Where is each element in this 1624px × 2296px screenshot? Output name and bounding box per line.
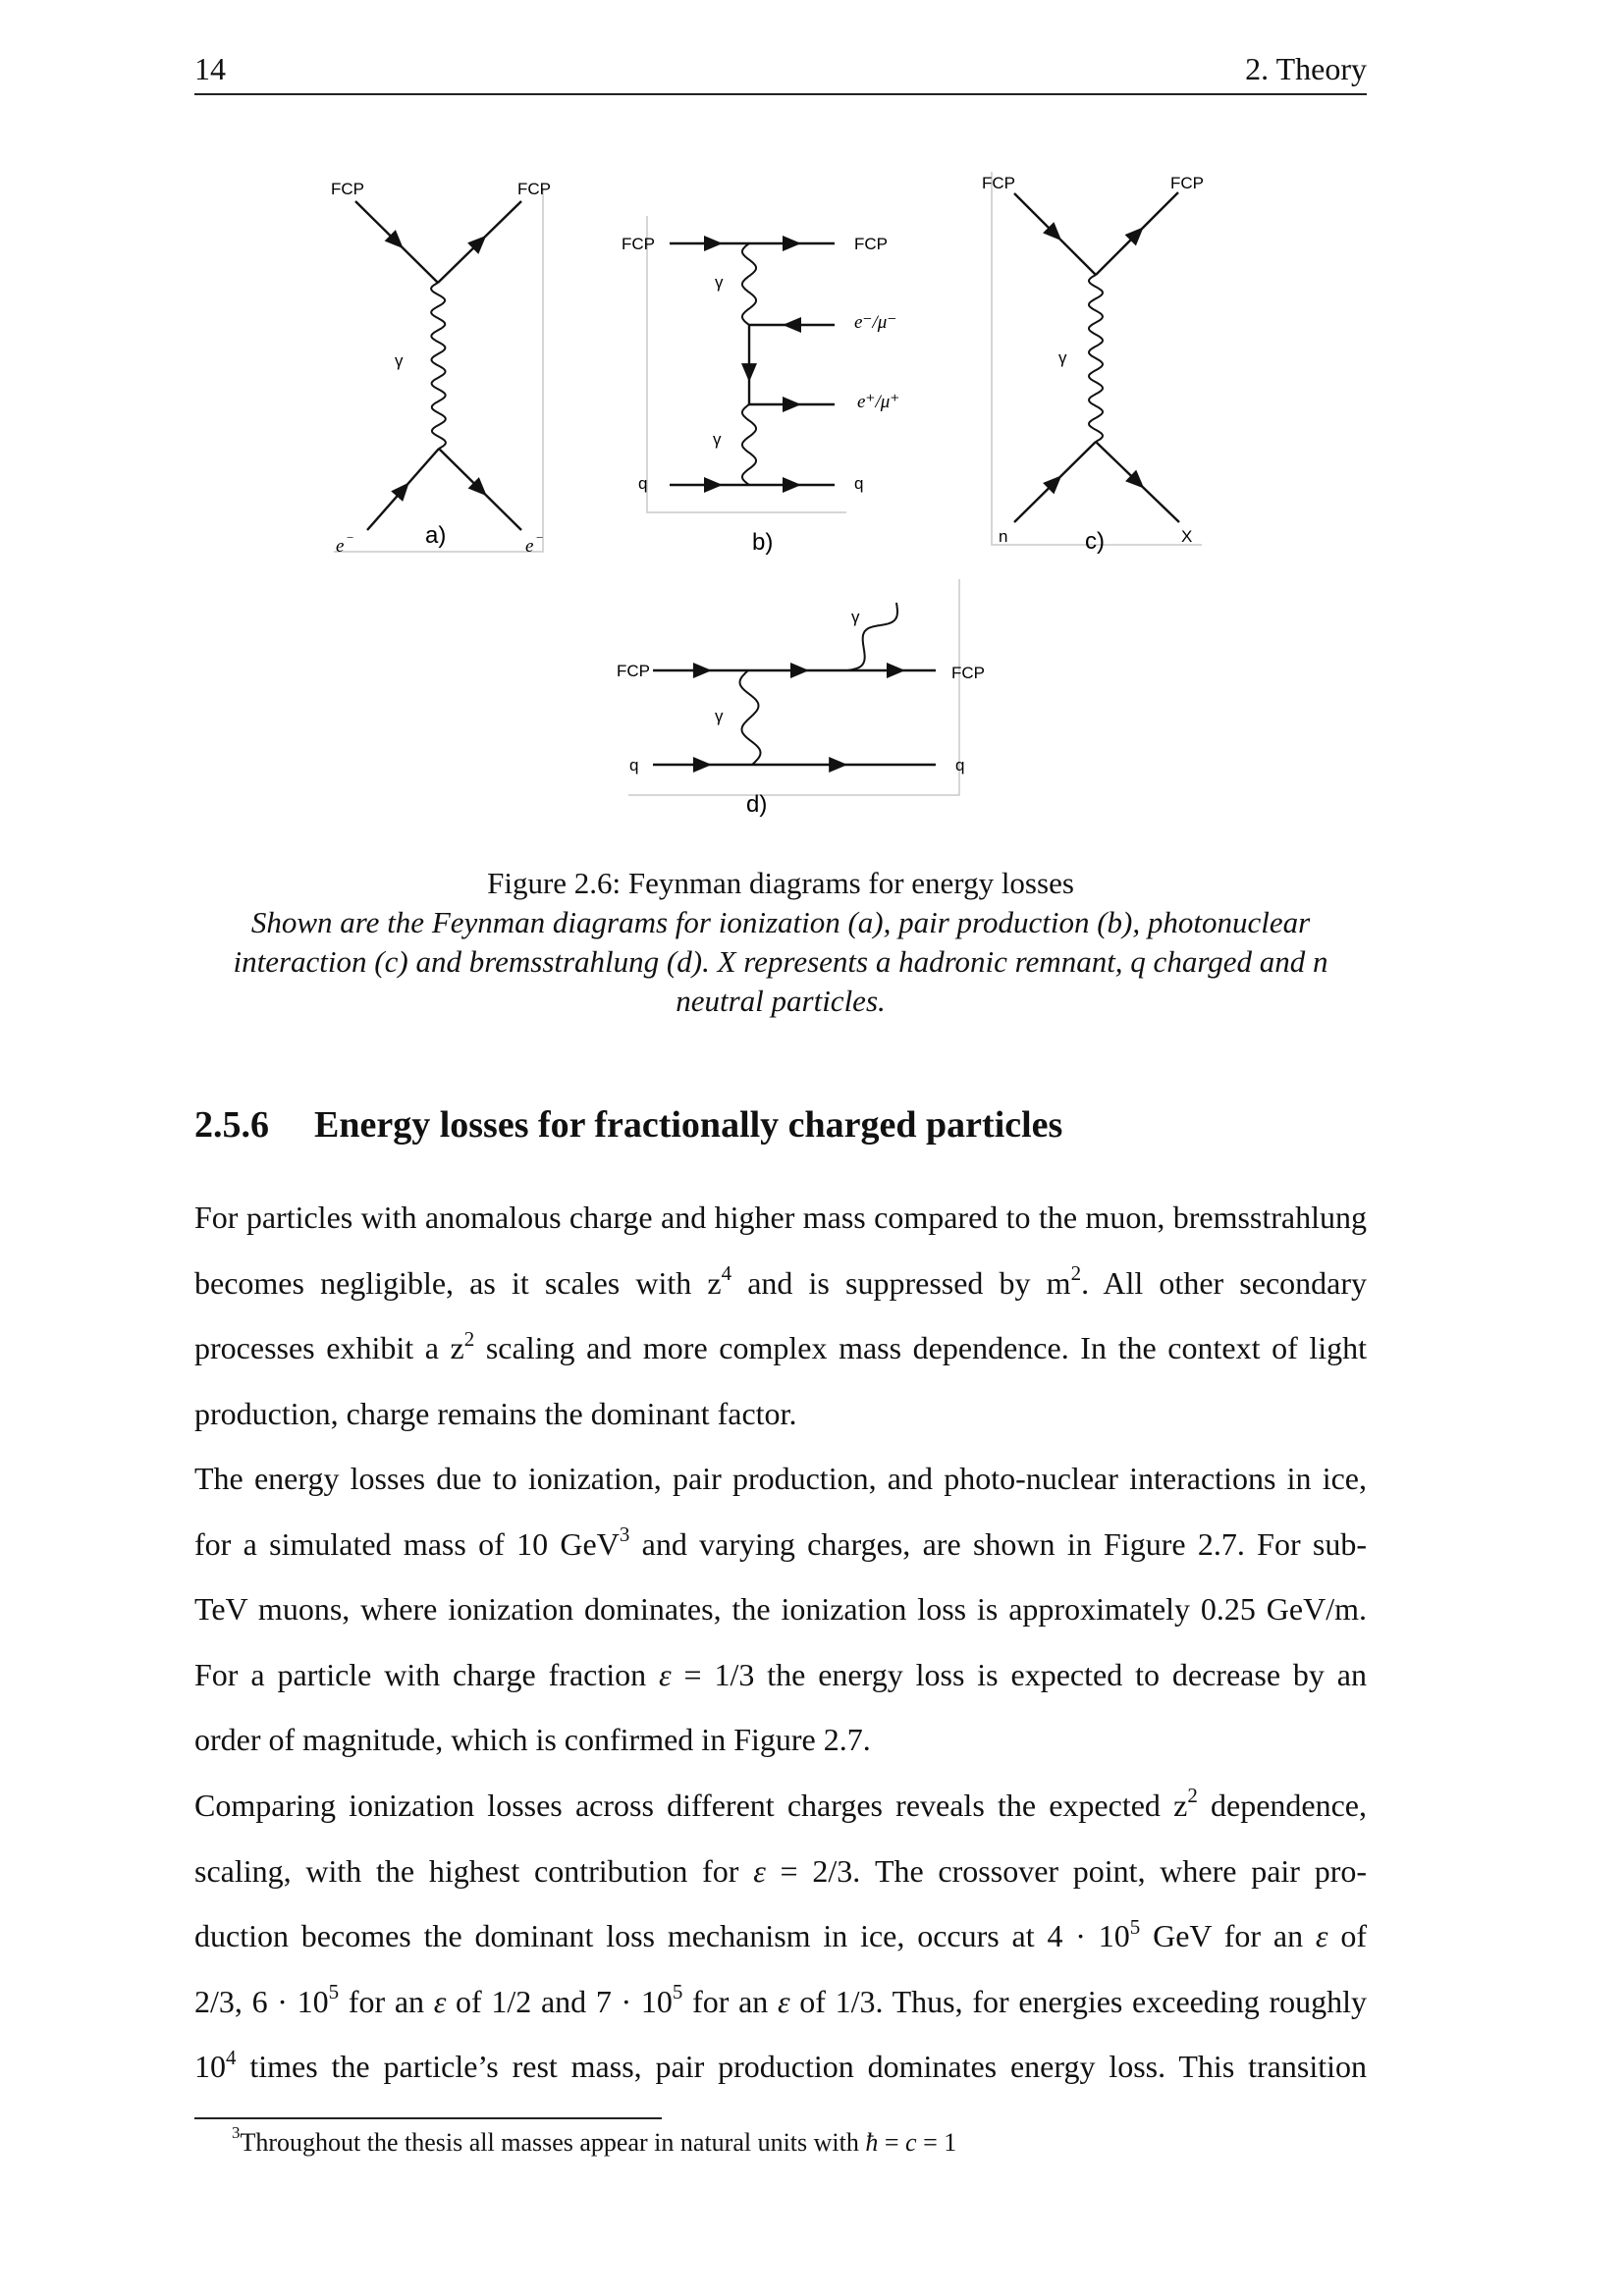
feynman-figure	[0, 0, 1624, 864]
text-run: for a simulated mass of 10 GeV	[194, 1525, 620, 1562]
paragraph-3-line	[194, 2047, 1367, 2086]
text-run: becomes negligible, as it scales with z	[194, 1264, 722, 1301]
label-q-in: q	[629, 756, 639, 774]
label-gamma-upper: γ	[715, 273, 724, 292]
text-run: for an	[682, 1983, 778, 2019]
paragraph-2-line	[194, 1524, 1367, 1564]
text-run: For a particle with charge fraction	[194, 1656, 660, 1692]
label-fcp-in: FCP	[331, 180, 364, 198]
panel-label-a: a)	[425, 522, 447, 549]
paragraph-3-line	[194, 1851, 1367, 1891]
text-run: duction becomes the dominant loss mechanism in ice, occurs at 4 · 10	[194, 1918, 1130, 1954]
label-fcp-in: FCP	[982, 174, 1015, 192]
label-gamma-emitted: γ	[851, 608, 860, 626]
label-fcp-in: FCP	[617, 662, 650, 680]
label-electron-in: e	[336, 536, 345, 557]
superscript: 5	[328, 1980, 340, 2004]
arrow-head	[783, 236, 801, 251]
section-title: Energy losses for fractionally charged particles	[314, 1104, 1063, 1146]
paragraph-3-line	[194, 1786, 1367, 1825]
label-q-in: q	[638, 474, 648, 493]
text-run: processes exhibit a z	[194, 1330, 464, 1366]
text-run: and is suppressed by m	[731, 1264, 1071, 1301]
label-fcp-in: FCP	[622, 235, 655, 253]
text-run: of	[1327, 1918, 1368, 1954]
math-symbol: ε	[433, 1983, 447, 2019]
math-symbol: ε	[659, 1656, 672, 1692]
paragraph-1-line	[194, 1260, 1368, 1303]
paragraph-1-line	[194, 1198, 1367, 1237]
arrow-head	[704, 236, 723, 251]
section-heading	[194, 1103, 1062, 1147]
arrow-head	[693, 757, 712, 773]
label-fcp-out: FCP	[854, 235, 888, 253]
text-run: dependence,	[1197, 1788, 1368, 1823]
label-gamma: γ	[395, 351, 404, 370]
label-fcp-out: FCP	[951, 664, 985, 682]
math-symbol: ε	[1315, 1918, 1328, 1954]
text-run: =	[878, 2128, 906, 2157]
math-symbol: ε	[777, 1983, 790, 2019]
running-header-chapter: 2. Theory	[1245, 51, 1367, 86]
text-run: = 1	[916, 2128, 957, 2157]
text-run: times the particle’s rest mass, pair production dominates energy loss. This transition	[236, 2049, 1367, 2085]
superscript: 5	[1129, 1914, 1141, 1939]
text-run: 2/3, 6 · 10	[194, 1983, 329, 2019]
footnote-text: Throughout the thesis all masses appear in natural units with	[240, 2128, 866, 2157]
photon-propagator	[431, 283, 446, 449]
text-run: production, charge remains the dominant factor.	[194, 1395, 797, 1431]
diagram-d-bremsstrahlung	[617, 579, 985, 818]
footnote	[232, 2123, 957, 2158]
text-run: Comparing ionization losses across different charges reveals the expected z	[194, 1788, 1188, 1823]
arrow-head	[704, 477, 723, 493]
text-run: = 2/3. The crossover point, where pair pro-	[765, 1852, 1368, 1889]
text-run: = 1/3 the energy loss is expected to decrease by an	[671, 1656, 1367, 1692]
arrow-head	[783, 317, 801, 333]
text-run: scaling, with the highest contribution for	[194, 1852, 754, 1889]
text-run: and varying charges, are shown in Figure 2.7. For sub-	[629, 1525, 1368, 1562]
panel-label-d: d)	[746, 791, 768, 818]
text-run: The energy losses due to ionization, pair production, and photo-nuclear interactions in ice,	[194, 1461, 1367, 1496]
arrow-head	[783, 397, 801, 412]
paragraph-3-line	[194, 1982, 1367, 2021]
paragraph-1-line	[194, 1328, 1367, 1367]
arrow-head	[693, 663, 712, 678]
label-fcp-out: FCP	[517, 180, 551, 198]
photon-propagator	[1089, 275, 1103, 442]
paragraph-3-line	[194, 1916, 1367, 1955]
panel-label-c: c)	[1085, 528, 1105, 555]
label-fcp-out: FCP	[1170, 174, 1204, 192]
arrow-head	[741, 363, 757, 382]
superscript: 5	[672, 1980, 683, 2004]
footnote-rule	[194, 2117, 662, 2119]
text-run: scaling and more complex mass dependence. In the context of light	[474, 1330, 1367, 1366]
figure-caption-title: Figure 2.6: Feynman diagrams for energy losses	[487, 866, 1074, 900]
text-run: of 1/3. Thus, for energies exceeding roughly	[789, 1983, 1368, 2019]
text-run: GeV for an	[1140, 1918, 1316, 1954]
diagram-c-photonuclear	[982, 172, 1204, 555]
arrow-head	[790, 663, 809, 678]
page-number: 14	[194, 51, 226, 86]
math-symbol: c	[905, 2128, 917, 2157]
text-run: for an	[339, 1983, 434, 2019]
text-run: 10	[194, 2049, 226, 2085]
paragraph-2-line	[194, 1589, 1367, 1629]
text-run: TeV muons, where ionization dominates, the ionization loss is approximately 0.25 GeV/m.	[194, 1591, 1367, 1628]
text-run: order of magnitude, which is confirmed in Figure 2.7.	[194, 1722, 871, 1758]
panel-frame	[334, 188, 543, 552]
label-lepton-minus: e⁻/μ⁻	[854, 312, 897, 333]
panel-label-b: b)	[752, 529, 774, 556]
superscript: 2	[1187, 1784, 1198, 1808]
paragraph-2-line	[194, 1655, 1367, 1694]
label-gamma-lower: γ	[713, 430, 722, 449]
photon-lower	[742, 404, 756, 485]
superscript: 2	[1070, 1260, 1082, 1285]
footnote-marker: 3	[232, 2123, 241, 2143]
text-run: For particles with anomalous charge and higher mass compared to the muon, bremsstrahlung	[194, 1200, 1367, 1235]
diagram-b-pair-production	[622, 216, 899, 556]
text-run: of 1/2 and 7 · 10	[446, 1983, 673, 2019]
math-symbol: ħ	[865, 2128, 879, 2157]
label-gamma: γ	[1058, 348, 1067, 367]
arrow-head	[783, 477, 801, 493]
superscript: 4	[226, 2045, 237, 2069]
label-q-out: q	[854, 474, 864, 493]
label-electron-in-charge: −	[347, 530, 354, 545]
photon-upper	[742, 243, 756, 325]
label-q-out: q	[955, 756, 965, 774]
superscript: 2	[463, 1326, 475, 1351]
panel-frame	[628, 579, 959, 795]
arrow-head	[829, 757, 847, 773]
arrow-head	[887, 663, 905, 678]
label-gamma-exchange: γ	[715, 707, 724, 725]
math-symbol: ε	[753, 1852, 766, 1889]
label-neutral: n	[999, 527, 1008, 546]
paragraph-1-line	[194, 1394, 1367, 1433]
label-lepton-plus: e⁺/μ⁺	[857, 392, 900, 412]
section-number: 2.5.6	[194, 1104, 269, 1146]
label-remnant: X	[1181, 527, 1193, 546]
figure-caption-text: Shown are the Feynman diagrams for ionization (a), pair production (b), photonuclear interaction (c) and bremsstrahlung (d). X represents a hadronic remnant, q charged and n neutral particles.	[233, 905, 1328, 1018]
superscript: 3	[619, 1522, 630, 1546]
diagram-a-ionization	[0, 0, 551, 557]
paragraph-2-line	[194, 1459, 1367, 1498]
superscript: 4	[721, 1260, 732, 1285]
label-electron-out: e	[525, 536, 534, 557]
photon-exchange	[740, 670, 761, 765]
label-electron-out-charge: −	[536, 530, 544, 545]
footnote-math	[865, 2128, 956, 2157]
text-run: . All other secondary	[1081, 1264, 1368, 1301]
paragraph-2-line	[194, 1720, 1367, 1759]
